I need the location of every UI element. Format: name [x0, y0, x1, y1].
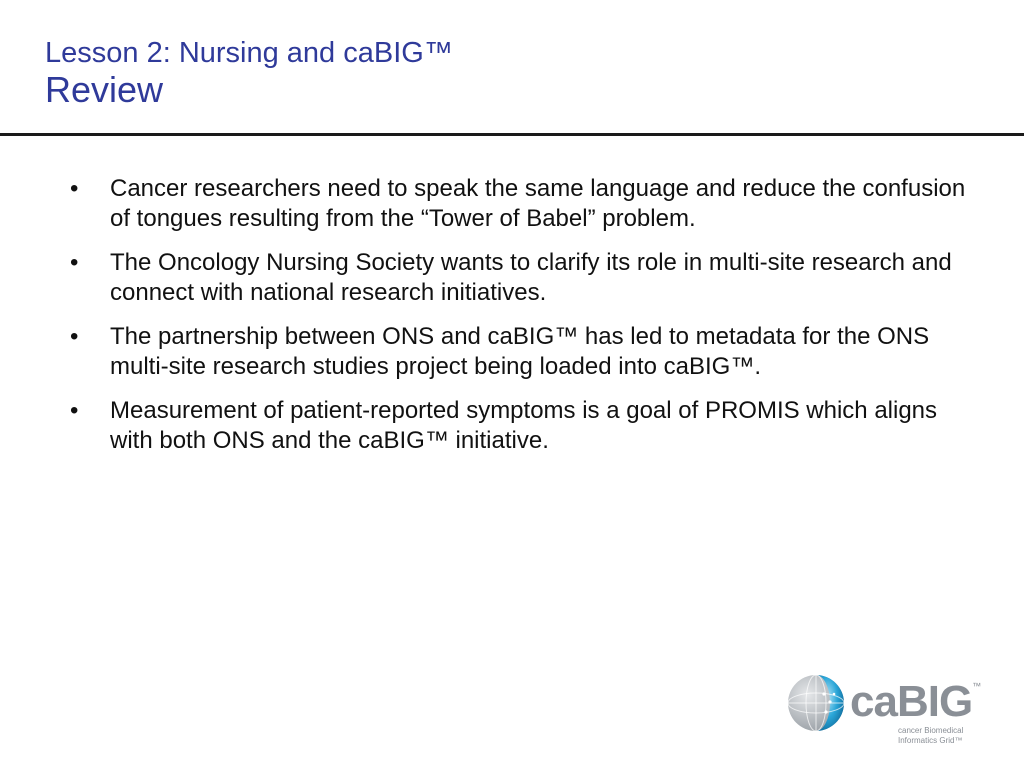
cabig-logo [786, 672, 981, 750]
slide-header [45, 36, 985, 110]
slide-title: Lesson 2: Nursing and caBIG™ [45, 37, 453, 69]
slide-subtitle: Review [45, 69, 164, 110]
bullet-list [70, 174, 970, 470]
header-divider [0, 133, 1024, 136]
bullet-text: The Oncology Nursing Society wants to clarify its role in multi-site research and connect with national research initiatives. [110, 249, 952, 306]
bullet-item [70, 174, 970, 234]
bullet-text: The partnership between ONS and caBIG™ has led to metadata for the ONS multi-site research studies project being loaded into caBIG™. [110, 323, 930, 380]
logo-subtitle-line1: cancer Biomedical [898, 726, 964, 735]
bullet-item [70, 248, 970, 308]
bullet-icon: • [70, 175, 79, 202]
bullet-item [70, 322, 970, 382]
logo-wordmark [850, 677, 981, 726]
logo-trademark: ™ [972, 681, 981, 691]
bullet-icon: • [70, 323, 79, 350]
bullet-text: Cancer researchers need to speak the same language and reduce the confusion of tongues resulting from the “Tower of Babel” problem. [110, 175, 966, 232]
bullet-icon: • [70, 397, 79, 424]
logo-subtitle-line2: Informatics Grid™ [898, 736, 963, 745]
logo-word-text: caBIG [850, 677, 973, 726]
bullet-icon: • [70, 249, 79, 276]
bullet-item [70, 396, 970, 456]
bullet-text: Measurement of patient-reported symptoms is a goal of PROMIS which aligns with both ONS and the caBIG™ initiative. [110, 397, 938, 454]
globe-icon [786, 672, 848, 734]
